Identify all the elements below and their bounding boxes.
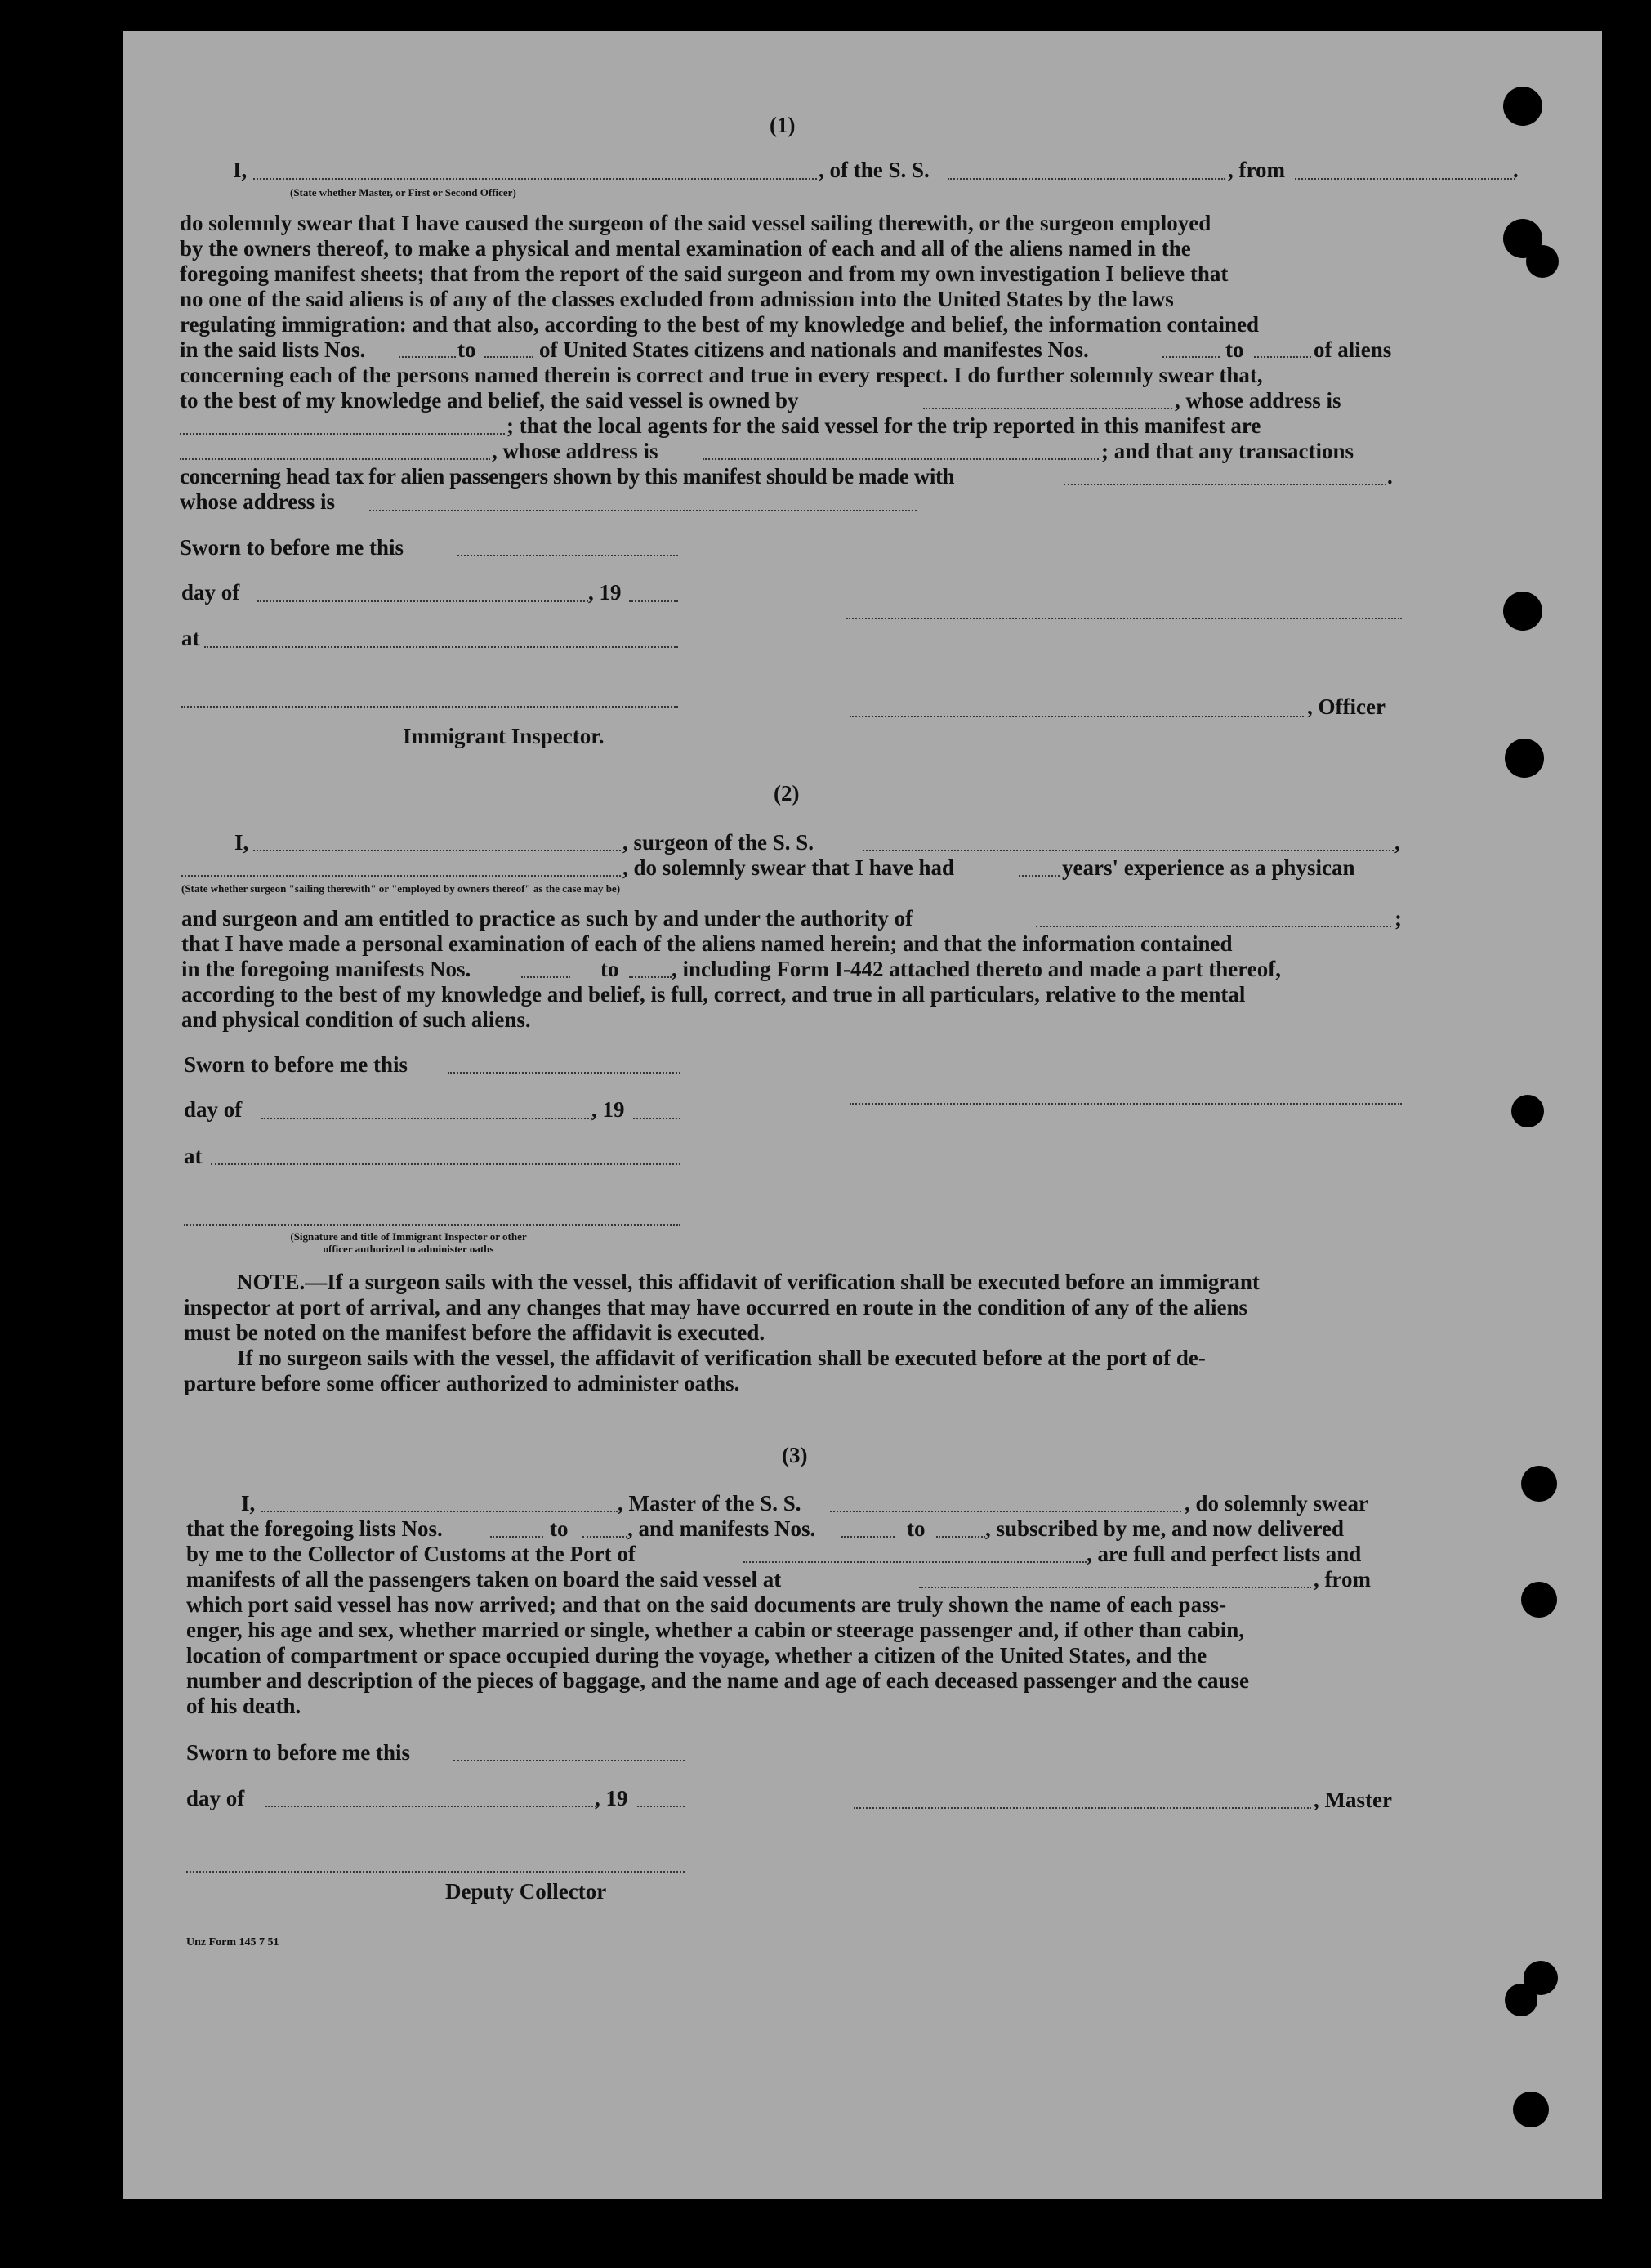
master-lists-from-field[interactable]: [490, 1536, 543, 1538]
surgeon-signature-field[interactable]: [850, 1103, 1402, 1105]
alien-manifest-from-field[interactable]: [1162, 356, 1220, 358]
master-name-field[interactable]: [261, 1511, 618, 1512]
citizen-list-from-field[interactable]: [399, 356, 456, 358]
practice-authority-field[interactable]: [1036, 926, 1391, 927]
note-line-2: inspector at port of arrival, and any changes that may have occurred en route in the condition of any of the aliens: [184, 1295, 1247, 1319]
master-manifest-from-field[interactable]: [841, 1536, 895, 1538]
inspector-signature-field-1[interactable]: [181, 706, 678, 708]
sworn-month-field-1[interactable]: [257, 600, 588, 602]
inspector-title: Immigrant Inspector.: [403, 724, 605, 748]
signature-note: (Signature and title of Immigrant Inspector or other officer authorized to administer oaths: [290, 1230, 527, 1255]
inspector-signature-field-2[interactable]: [184, 1224, 680, 1226]
master-lists-to-field[interactable]: [582, 1536, 627, 1538]
punch-hole: [1521, 1466, 1557, 1502]
label-i: I,: [233, 158, 248, 182]
master-manifest-to-field[interactable]: [936, 1536, 985, 1538]
master-signature-field[interactable]: [854, 1807, 1311, 1809]
head-tax-contact-field[interactable]: [1064, 484, 1386, 485]
years-experience-field[interactable]: [1019, 875, 1060, 877]
sworn-day-field-2[interactable]: [448, 1072, 680, 1074]
punch-hole: [1505, 739, 1544, 778]
collector-title: Deputy Collector: [445, 1879, 607, 1904]
sworn-year-field-1[interactable]: [629, 600, 678, 602]
sworn-day-field-1[interactable]: [457, 555, 678, 556]
surgeon-manifest-to-field[interactable]: [629, 976, 672, 978]
owner-address-field[interactable]: [180, 433, 505, 435]
punch-hole: [1526, 245, 1559, 278]
punch-hole: [1503, 592, 1542, 631]
note-line-5: parture before some officer authorized to administer oaths.: [184, 1371, 740, 1395]
sworn-year-field-3[interactable]: [637, 1806, 685, 1807]
note-line-4: If no surgeon sails with the vessel, the affidavit of verification shall be executed before at the port of de-: [237, 1346, 1206, 1370]
form-number: Unz Form 145 7 51: [186, 1936, 279, 1949]
surgeon-manifest-from-field[interactable]: [521, 976, 570, 978]
sworn-day-field-3[interactable]: [453, 1760, 685, 1761]
surgeon-note: (State whether surgeon "sailing therewith" or "employed by owners thereof" as the case may be): [181, 882, 621, 895]
sworn-place-field-2[interactable]: [211, 1163, 680, 1165]
master-vessel-field[interactable]: [830, 1511, 1181, 1512]
sworn-year-field-2[interactable]: [633, 1118, 680, 1119]
punch-hole: [1503, 87, 1542, 126]
manifest-affidavit-page: (1) I, , of the S. S. , from . (State whether Master, or First or Second Officer) do solemnly swear that I have caused the surgeon of the said vessel sailing therewith, or the surgeon employed by the owners thereof, to make a physical and mental examination of each and all of the aliens named in the foregoing manifest sheets; that from the report of the said surgeon and from my own investigation I believe that no one of the said aliens is of any of the classes excluded from admission into the United States by the laws regulating immigration: and that also, according to the best of my knowledge and belief, the information contained in the said lists Nos. to of United States citizens and nationals and manifestes Nos. to of aliens concerning each of the persons named therein is correct and true in every respect. I do further solemnly swear that, to the best of my knowledge and belief, the said vessel is owned by , whose address is ; that the local agents for the said vessel for the trip reported in this manifest are , whose address is ; and that any transactions concerning head tax for alien passengers shown by this manifest should be made with . whose address is Sworn to before me this day of , 19 at , Officer Immigrant Inspector. (2) I, , surgeon of the S. S. , , do solemnly swear that I have had years' experience as a physican (State whether surgeon "sailing therewith" or "employed by owners thereof" as the case may be) and surgeon and am entitled to practice as such by and under the authority of ; that I have made a personal examination of each of the aliens named herein; and that the information contained in the foregoing manifests Nos. to , including Form I-442 attached thereto and made a part thereof, according to the best of my knowledge and belief, is full, correct, and true in all particulars, relative to the mental and physical condition of such aliens. Sworn to before me this day of , 19 at (Signature and title of Immigrant Inspector or other officer authorized to administer oaths NOTE.—If a surgeon sails with the vessel, this affidavit of verification shall be executed before an immigrant inspector at port of arrival, and any changes that may have occurred en route in the condition of any of the aliens must be noted on the manifest before the affidavit is executed. If no surgeon sails with the vessel, the affidavit of verification shall be executed before at the port of de- parture before some officer authorized to administer oaths. (3) I, , Master of the S. S. , do solemnly swear that the foregoing lists Nos. to , and manifests Nos. to , subscribed by me, and now delivered by me to the Collector of Customs at the Port of , are full and perfect lists and manifests of all the passengers taken on board the said vessel at , from which port said vessel has now arrived; and that on the said documents are truly shown the name of each pass- enger, his age and sex, whether married or single, whether a cabin or steerage passenger and, if other than cabin, location of compartment or space occupied during the voyage, whether a citizen of the United States, and the number and description of the pieces of baggage, and the name and age of each deceased passenger and the cause of his death. Sworn to before me this day of , 19 , Master Deputy Collector Unz Form 145 7 51: [123, 31, 1602, 2199]
sworn-place-field-1[interactable]: [204, 646, 678, 648]
citizen-list-to-field[interactable]: [484, 356, 533, 358]
officer-signature-field-1[interactable]: [846, 618, 1402, 619]
officer-signature-field-2[interactable]: [850, 716, 1304, 717]
agents-address-field[interactable]: [703, 458, 1099, 460]
alien-manifest-to-field[interactable]: [1254, 356, 1311, 358]
surgeon-vessel-field[interactable]: [863, 850, 1394, 851]
punch-hole: [1513, 2092, 1549, 2127]
punch-hole: [1521, 1582, 1557, 1618]
officer-name-field[interactable]: [253, 178, 817, 180]
local-agents-field[interactable]: [180, 458, 490, 460]
owner-field[interactable]: [923, 408, 1172, 409]
collector-signature-field[interactable]: [186, 1871, 685, 1873]
punch-hole: [1511, 1095, 1544, 1127]
surgeon-name-field[interactable]: [253, 850, 621, 851]
customs-port-field[interactable]: [743, 1561, 1087, 1563]
note-line-1: NOTE.—If a surgeon sails with the vessel, this affidavit of verification shall be executed before an immigrant: [237, 1270, 1260, 1294]
head-tax-address-field[interactable]: [369, 510, 917, 511]
sworn-month-field-3[interactable]: [265, 1806, 596, 1807]
label-from: , from: [1228, 158, 1285, 182]
punch-hole: [1505, 1984, 1537, 2016]
officer-note: (State whether Master, or First or Second Officer): [290, 186, 516, 199]
boarding-port-field[interactable]: [919, 1587, 1311, 1588]
vessel-name-field[interactable]: [948, 178, 1225, 180]
note-line-3: must be noted on the manifest before the affidavit is executed.: [184, 1320, 765, 1345]
surgeon-status-field[interactable]: [181, 875, 621, 877]
label-of-ss: , of the S. S.: [819, 158, 930, 182]
from-port-field[interactable]: [1295, 178, 1515, 180]
section-2-number: (2): [774, 781, 800, 806]
section-3-number: (3): [782, 1443, 808, 1467]
section-1-number: (1): [770, 113, 796, 137]
sworn-month-field-2[interactable]: [261, 1118, 592, 1119]
